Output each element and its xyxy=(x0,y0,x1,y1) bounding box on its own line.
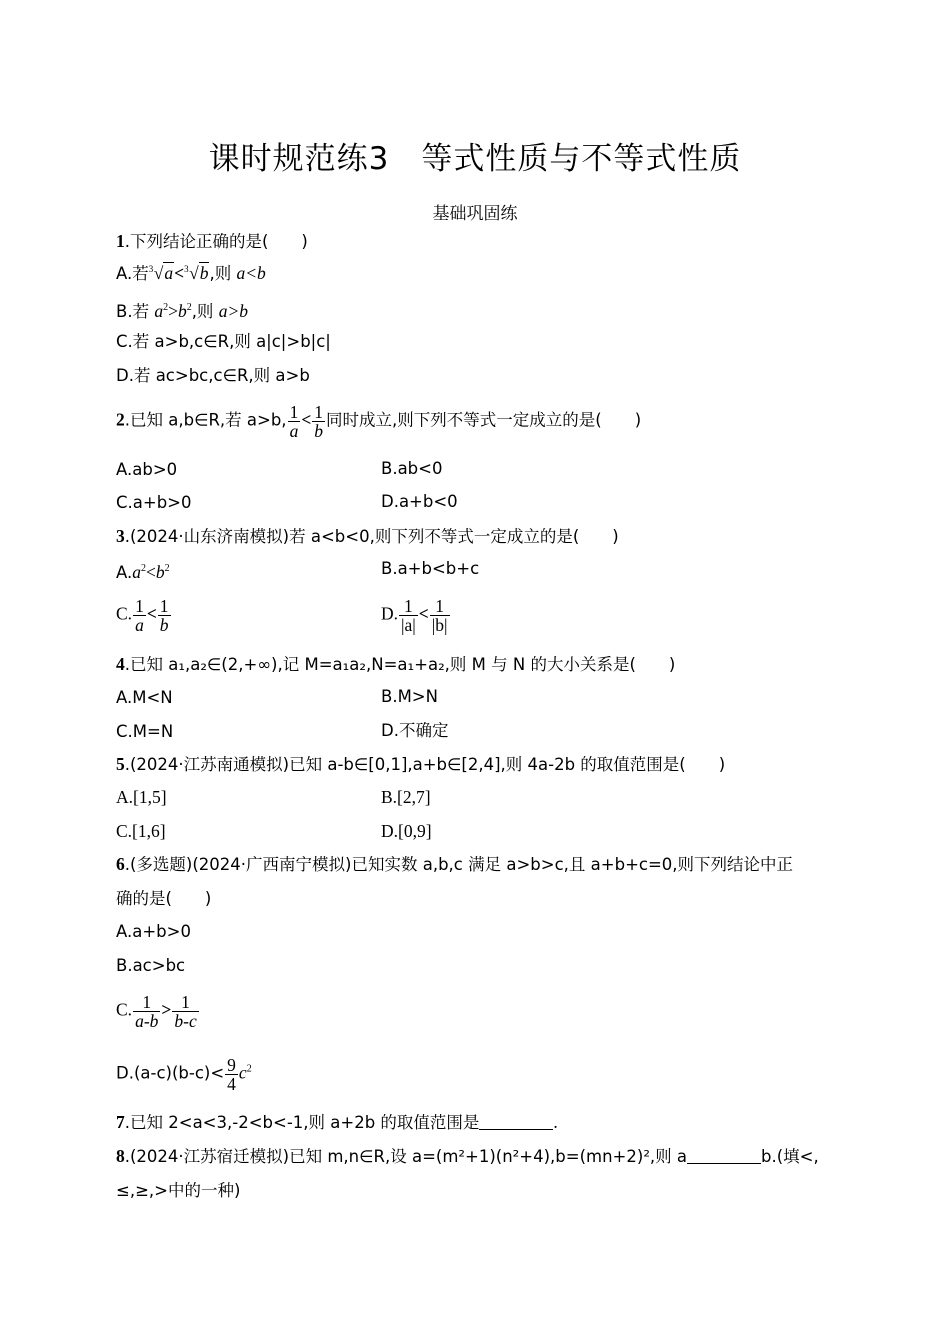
question-4-options-row-2: C.M=N D.不确定 xyxy=(116,721,449,741)
question-8-stem-continued: ≤,≥,>中的一种) xyxy=(116,1181,241,1200)
page-title: 课时规范练3 等式性质与不等式性质 xyxy=(208,141,742,177)
question-6-option-d: D.(a-c)(b-c)< $\frac{9}{4}$ $c^2$ xyxy=(116,1055,252,1094)
question-7-stem: 7.已知 2<a<3,-2<b<-1,则 a+2b 的取值范围是 . xyxy=(116,1112,558,1132)
cube-root: 3 √b xyxy=(184,263,209,283)
question-5-options-row-2: C.[1,6] D.[0,9] xyxy=(116,821,432,841)
question-2-options-row-2: C.a+b>0 D.a+b<0 xyxy=(116,492,458,512)
question-6-option-b: B.ac>bc xyxy=(116,956,186,975)
question-5-stem: 5.(2024·江苏南通模拟)已知 a-b∈[0,1],a+b∈[2,4],则 4a-2b 的取值范围是( ) xyxy=(116,754,726,774)
fraction: $\frac{9}{4}$ xyxy=(227,1055,236,1094)
question-6-option-c: C. $\frac{1}{a-b}$ > $\frac{1}{b-c}$ xyxy=(116,992,197,1031)
question-6-option-a: A.a+b>0 xyxy=(116,922,191,941)
question-1-option-c: C.若 a>b,c∈R,则 a|c|>b|c| xyxy=(116,332,331,351)
fraction: $\frac{1}{a}$ xyxy=(289,402,299,441)
question-4-stem: 4.已知 a₁,a₂∈(2,+∞),记 M=a₁a₂,N=a₁+a₂,则 M 与 N 的大小关系是( ) xyxy=(116,654,676,674)
cube-root: 3 √a xyxy=(148,263,174,283)
fraction: $\frac{1}{b}$ xyxy=(314,402,324,441)
question-5-options-row-1: A.[1,5] B.[2,7] xyxy=(116,787,431,807)
question-4-options-row-1: A.M<N B.M>N xyxy=(116,687,438,707)
question-6-stem-continued: 确的是( ) xyxy=(116,889,212,908)
question-2-stem: 2.已知 a,b∈R,若 a>b, $\frac{1}{a}$ < $\frac{1}{b}$ 同时成立,则下列不等式一定成立的是( ) xyxy=(116,402,642,441)
fraction: $\frac{1}{b-c}$ xyxy=(174,992,197,1031)
question-6-stem: 6.(多选题)(2024·广西南宁模拟)已知实数 a,b,c 满足 a>b>c,且 a+b+c=0,则下列结论中正 xyxy=(116,854,794,874)
fraction: $\frac{1}{|a|}$ xyxy=(401,596,416,635)
question-1-option-a: A.若 3 √a< 3 √b,则 a<b xyxy=(116,263,266,283)
question-1-option-d: D.若 ac>bc,c∈R,则 a>b xyxy=(116,366,310,385)
section-subtitle: 基础巩固练 xyxy=(432,204,518,224)
answer-blank[interactable] xyxy=(687,1149,761,1164)
fraction: $\frac{1}{a}$ xyxy=(135,596,144,635)
fraction: $\frac{1}{b}$ xyxy=(159,596,169,635)
fraction: $\frac{1}{a-b}$ xyxy=(135,992,159,1031)
question-1-stem: 1.下列结论正确的是( ) xyxy=(116,231,308,251)
question-2-options-row-1: A.ab>0 B.ab<0 xyxy=(116,459,443,479)
question-1-option-b: B.若 $a^2>b^2$,则 a>b xyxy=(116,301,248,321)
question-3-stem: 3.(2024·山东济南模拟)若 a<b<0,则下列不等式一定成立的是( ) xyxy=(116,526,619,546)
answer-blank[interactable] xyxy=(479,1115,553,1130)
fraction: $\frac{1}{|b|}$ xyxy=(431,596,448,635)
question-3-options-row-1: $A.a^2<b^2$ B.a+b<b+c xyxy=(116,559,480,582)
question-8-stem: 8.(2024·江苏宿迁模拟)已知 m,n∈R,设 a=(m²+1)(n²+4),b=(mn+2)²,则 a b.(填<, xyxy=(116,1146,819,1166)
question-3-options-row-2: C. $\frac{1}{a}$ < $\frac{1}{b}$ D. $\frac{1}{|a|}$ < $\frac{1}{|b|}$ xyxy=(116,596,448,635)
